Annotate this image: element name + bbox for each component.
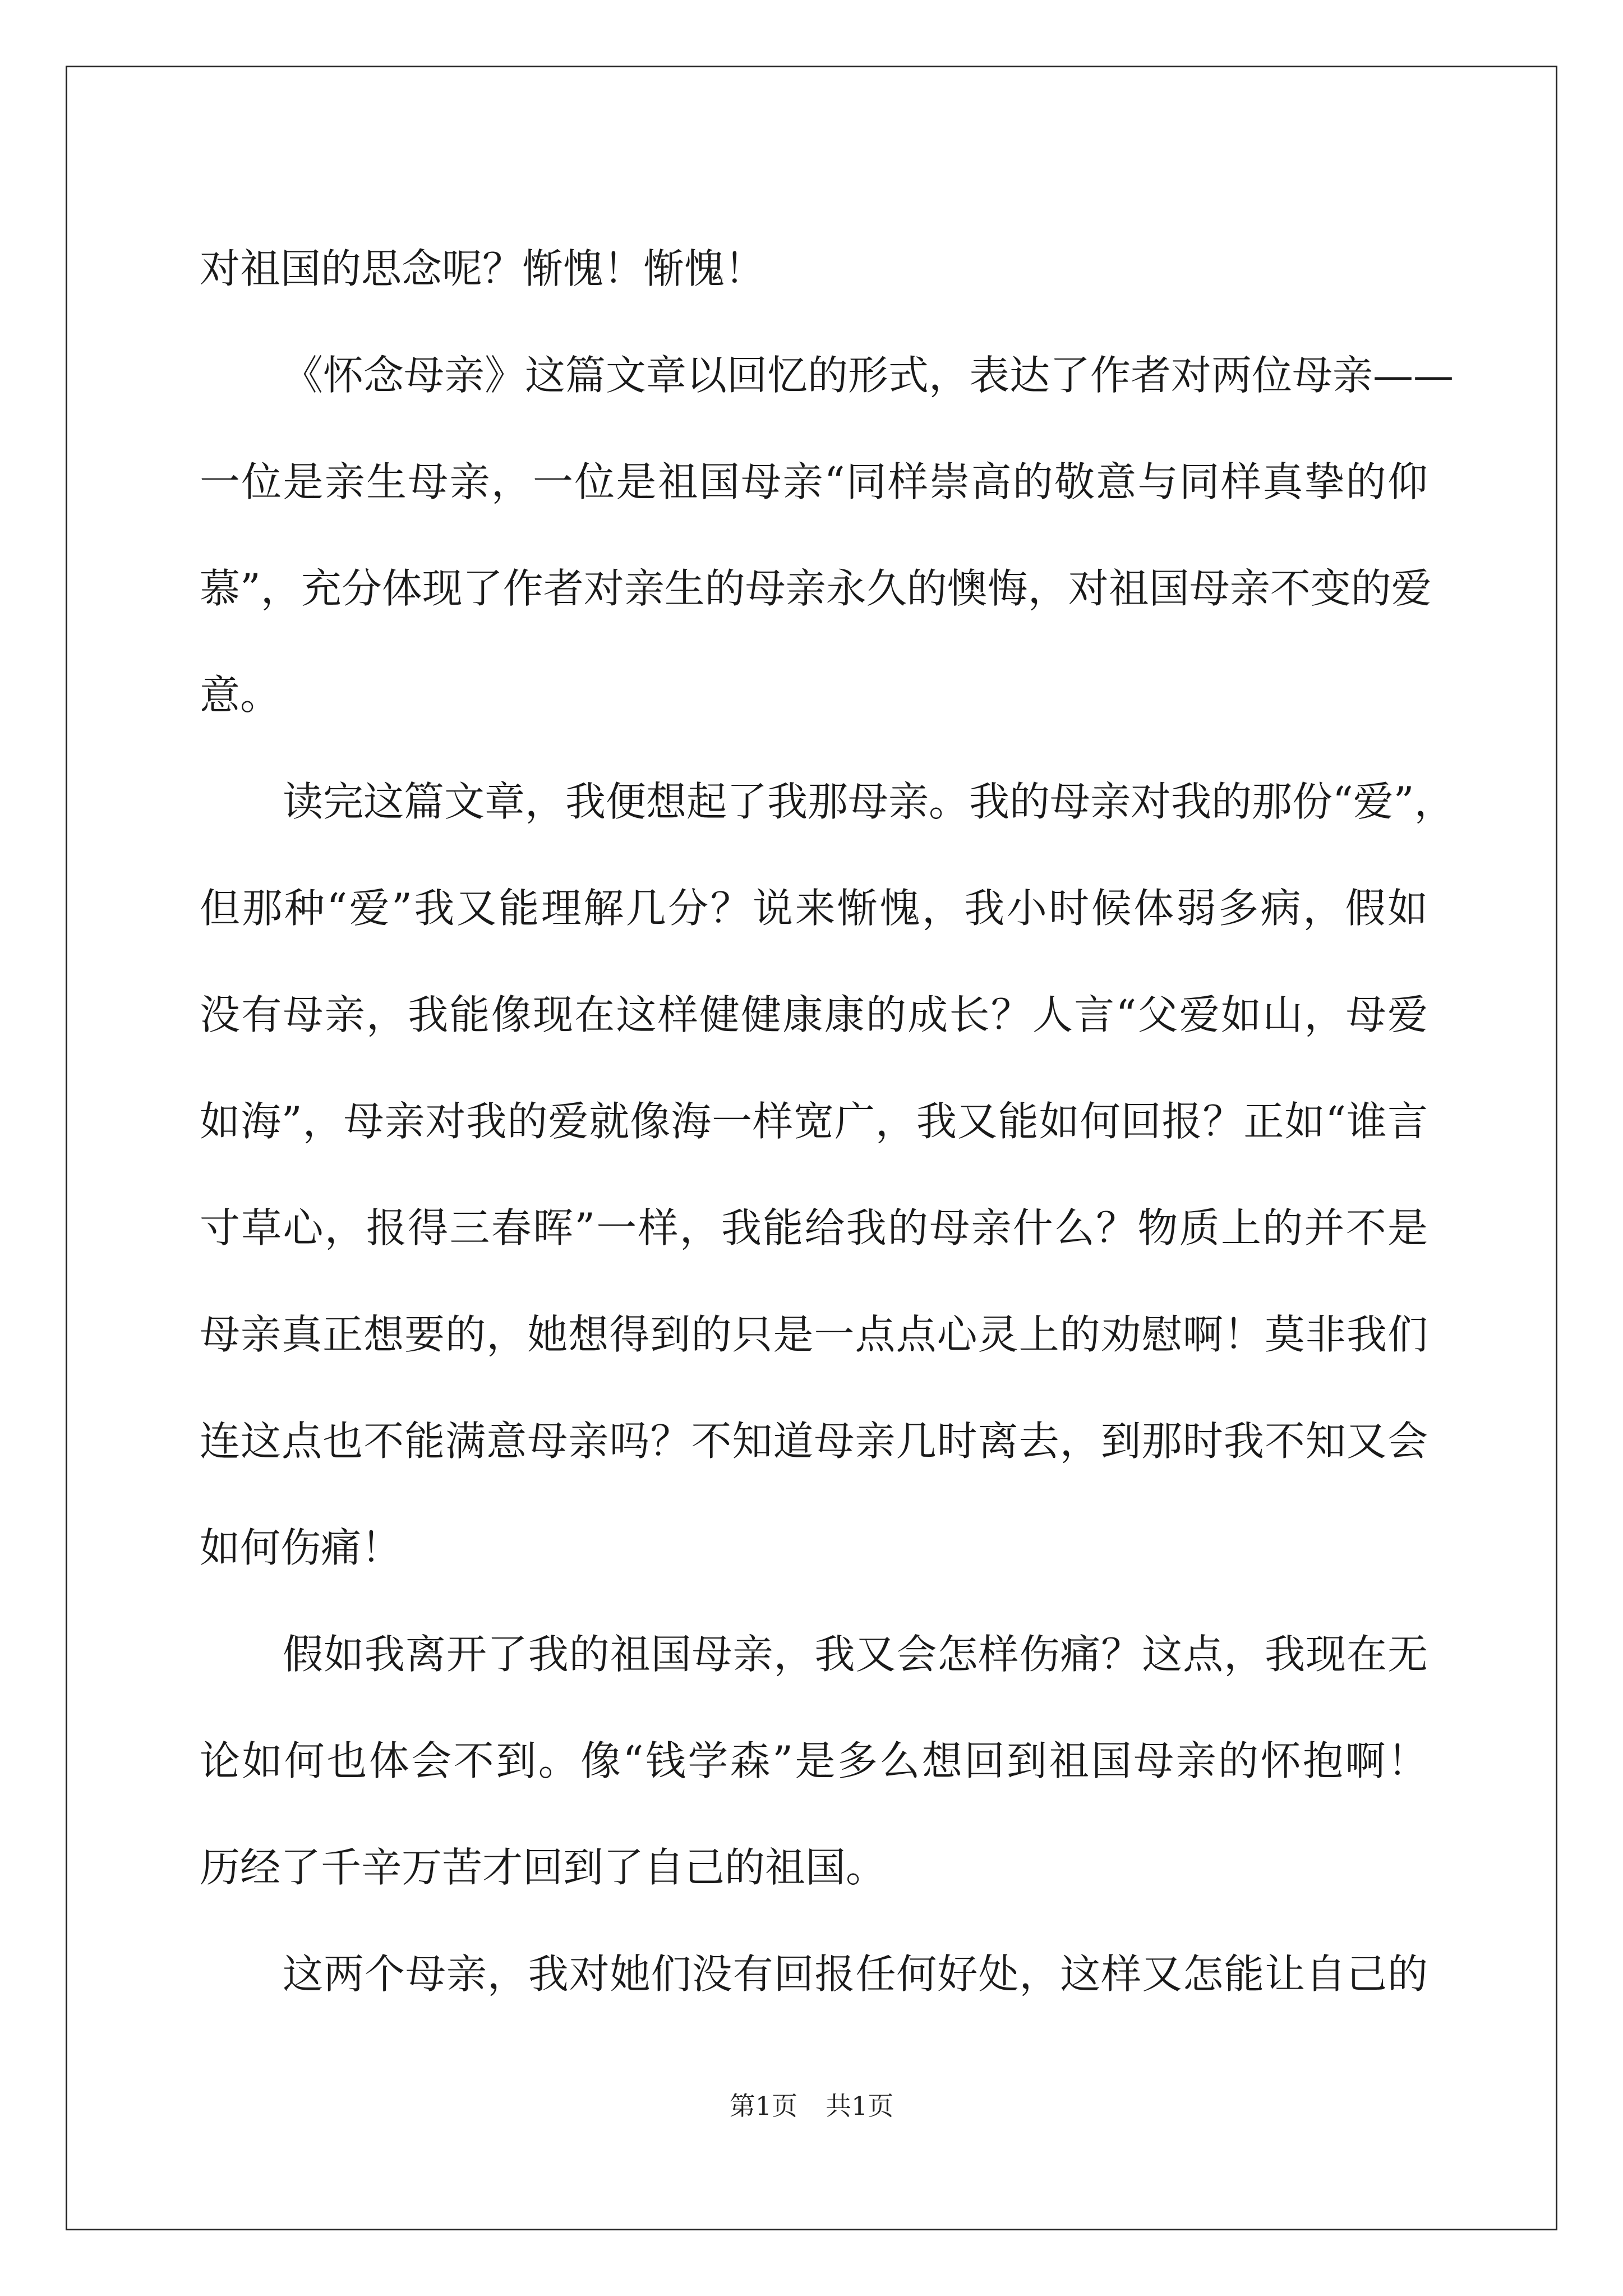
text-line: 母亲真正想要的，她想得到的只是一点点心灵上的劝慰啊！莫非我们 [200,1311,1428,1358]
text-line: 没有母亲，我能像现在这样健健康康的成长？人言“父爱如山，母爱 [200,991,1428,1038]
paragraph-first-line: 《怀念母亲》这篇文章以回忆的形式，表达了作者对两位母亲—— [283,352,1454,399]
page-number-total: 共1页 [826,2091,894,2121]
text-line: 一位是亲生母亲，一位是祖国母亲“同样崇高的敬意与同样真挚的仰 [200,458,1428,505]
paragraph-first-line: 假如我离开了我的祖国母亲，我又会怎样伤痛？这点，我现在无 [283,1631,1428,1678]
text-line: 历经了千辛万苦才回到了自己的祖国。 [200,1844,887,1891]
page-number-current: 第1页 [729,2091,797,2121]
page-footer [0,2089,1623,2123]
text-line: 对祖国的思念呢？惭愧！惭愧！ [200,245,766,292]
paragraph-first-line: 这两个母亲，我对她们没有回报任何好处，这样又怎能让自己的 [283,1950,1428,1998]
text-line: 意。 [200,671,281,719]
document-body [200,215,1455,2027]
text-line: 论如何也体会不到。像“钱学森”是多么想回到祖国母亲的怀抱啊！ [200,1737,1428,1784]
text-line: 如海”，母亲对我的爱就像海一样宽广，我又能如何回报？正如“谁言 [200,1098,1428,1145]
text-line: 连这点也不能满意母亲吗？不知道母亲几时离去，到那时我不知又会 [200,1418,1428,1465]
text-line: 但那种“爱”我又能理解几分？说来惭愧，我小时候体弱多病，假如 [200,885,1428,932]
text-line: 慕”，充分体现了作者对亲生的母亲永久的懊悔，对祖国母亲不变的爱 [200,565,1432,612]
text-line: 寸草心，报得三春晖”一样，我能给我的母亲什么？物质上的并不是 [200,1204,1428,1251]
text-line: 如何伤痛！ [200,1524,402,1571]
paragraph-first-line: 读完这篇文章，我便想起了我那母亲。我的母亲对我的那份“爱”， [283,778,1455,825]
